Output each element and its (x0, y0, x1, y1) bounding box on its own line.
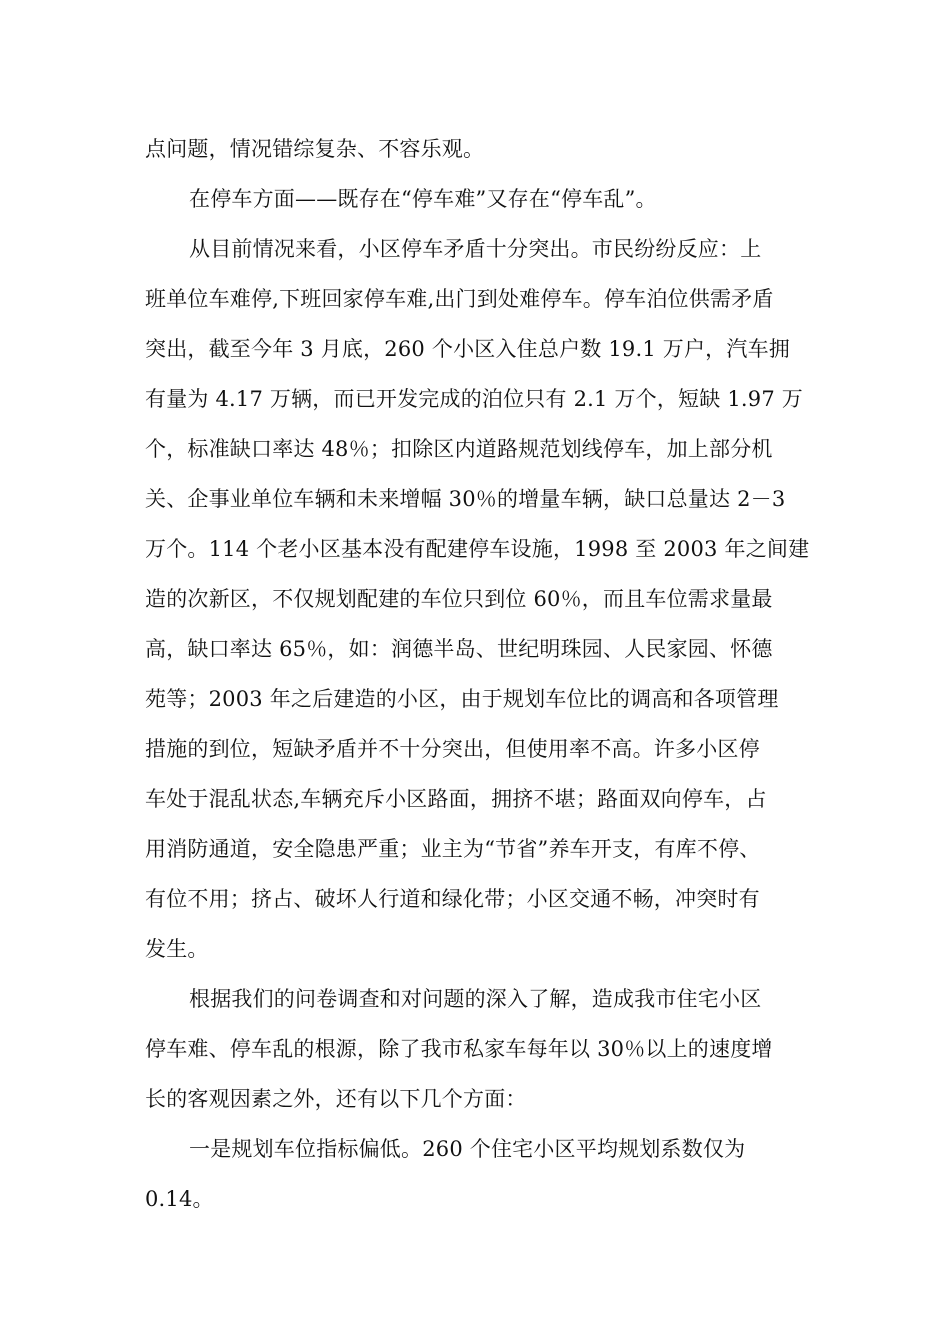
paragraph-line: 高，缺口率达 65％，如：润德半岛、世纪明珠园、人民家园、怀德 (145, 637, 773, 661)
paragraph-line: 措施的到位，短缺矛盾并不十分突出，但使用率不高。许多小区停 (145, 737, 760, 761)
paragraph-line: 0.14。 (145, 1187, 214, 1211)
paragraph-line: 有位不用；挤占、破坏人行道和绿化带；小区交通不畅，冲突时有 (145, 887, 760, 911)
paragraph-line: 班单位车难停,下班回家停车难,出门到处难停车。停车泊位供需矛盾 (145, 287, 774, 311)
paragraph-line: 有量为 4.17 万辆，而已开发完成的泊位只有 2.1 万个，短缺 1.97 万 (145, 387, 803, 411)
paragraph-line: 用消防通道，安全隐患严重；业主为“节省”养车开支，有库不停、 (145, 837, 761, 861)
paragraph-line: 车处于混乱状态,车辆充斥小区路面，拥挤不堪；路面双向停车，占 (145, 787, 767, 811)
paragraph-line: 从目前情况来看，小区停车矛盾十分突出。市民纷纷反应：上 (189, 237, 762, 261)
paragraph-line: 在停车方面——既存在“停车难”又存在“停车乱”。 (189, 187, 657, 211)
paragraph-line: 万个。114 个老小区基本没有配建停车设施，1998 至 2003 年之间建 (145, 537, 810, 561)
paragraph-line: 突出，截至今年 3 月底，260 个小区入住总户数 19.1 万户，汽车拥 (145, 337, 790, 361)
paragraph-line: 造的次新区，不仅规划配建的车位只到位 60％，而且车位需求量最 (145, 587, 773, 611)
paragraph-line: 个，标准缺口率达 48％；扣除区内道路规范划线停车，加上部分机 (145, 437, 773, 461)
paragraph-line: 停车难、停车乱的根源，除了我市私家车每年以 30％以上的速度增 (145, 1037, 773, 1061)
paragraph-line: 发生。 (145, 937, 209, 961)
paragraph-line: 一是规划车位指标偏低。260 个住宅小区平均规划系数仅为 (189, 1137, 746, 1161)
paragraph-line: 点问题，情况错综复杂、不容乐观。 (145, 137, 485, 161)
paragraph-line: 苑等；2003 年之后建造的小区，由于规划车位比的调高和各项管理 (145, 687, 779, 711)
paragraph-line: 关、企事业单位车辆和未来增幅 30％的增量车辆，缺口总量达 2－3 (145, 487, 786, 511)
paragraph-line: 根据我们的问卷调查和对问题的深入了解，造成我市住宅小区 (189, 987, 762, 1011)
paragraph-line: 长的客观因素之外，还有以下几个方面： (145, 1087, 527, 1111)
